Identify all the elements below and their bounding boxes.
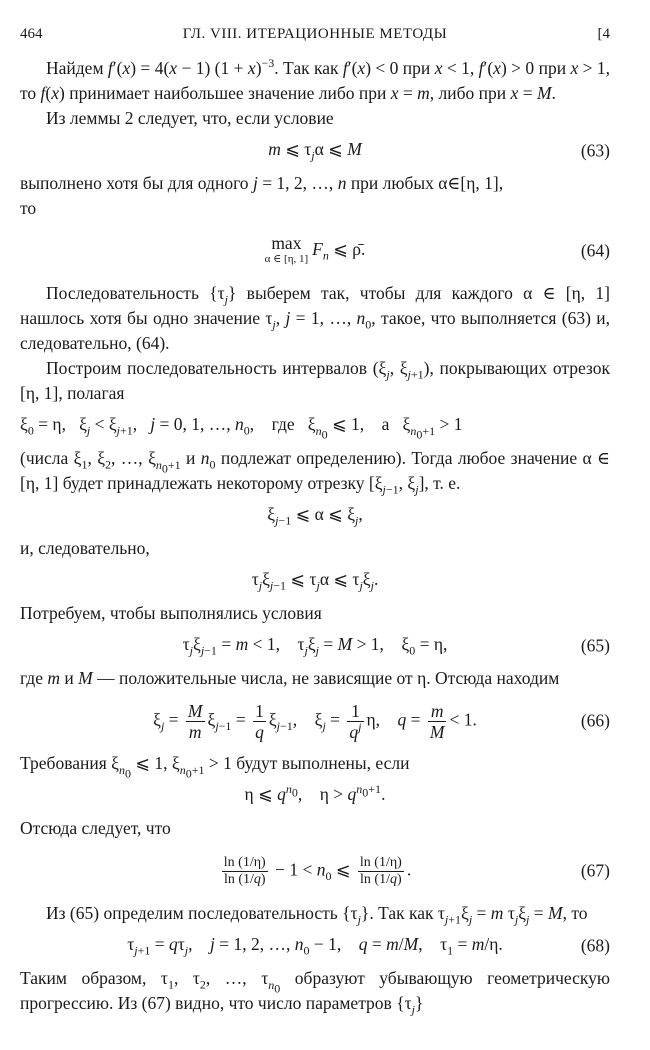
equation-63: m ⩽ $\tau_j\alpha$ ⩽ M (63) (268, 139, 610, 163)
equation-number: (64) (580, 240, 610, 261)
equation-alpha-interval: $\xi_{j-1}$ ⩽ α ⩽ $\xi_j$, (267, 504, 363, 528)
equation-number: (67) (580, 860, 610, 881)
paragraph-lemma: Из леммы 2 следует, что, если условие (46, 108, 334, 128)
paragraph-sequence-choice: Последовательность $\{\tau_j\}$ выберем так, чтобы для каждого α ∈ [η, 1] нашлось хотя бы одно значение $\tau_j$, j = 1, …, $n_0$, такое, что выполняется (63) и, следовательно, (64). (20, 283, 611, 353)
page-number: 464 (20, 26, 43, 42)
paragraph-consequently: и, следовательно, (20, 538, 150, 558)
equation-xi-definition: $\xi_0 = \eta$, $\xi_j < \xi_{j+1}$, j = 0, 1, …, $n_0$, где $\xi_{n_0}$ ⩽ 1, а $\xi_{n_0+1} > 1$ (20, 414, 463, 441)
paragraph-condition: выполнено хотя бы для одного j = 1, 2, …, n при любых α∈[η, 1], то (20, 173, 504, 218)
page (20, 22, 610, 1016)
equation-64: max α ∈ [η, 1] $F_n$ ⩽ ρ̄. (64) (264, 233, 610, 265)
equation-66: $\xi_j$ = $\frac{M}{m}$ $\xi_{j-1}$ = $\frac{1}{q}$ $\xi_{j-1}$, $\xi_j$ = $\frac{1}{q^j}$ η, q = $\frac{m}{M}$ < 1. (66) (153, 700, 610, 742)
section-mark: [4 (597, 26, 610, 42)
page-header (20, 22, 610, 48)
paragraph-numbers: (числа $\xi_1$, $\xi_2$, …, $\xi_{n_0+1}$ и $n_0$ подлежат определению). Тогда любое значение α ∈ [η, 1] будет принадлежать некоторому отрезку [$\xi_{j-1}$, $\xi_j$], т. е. (20, 448, 610, 497)
equation-number: (63) (580, 140, 610, 161)
chapter-title: ГЛ. VIII. ИТЕРАЦИОННЫЕ МЕТОДЫ (182, 26, 448, 42)
paragraph-positive-numbers: где m и M — положительные числа, не зависящие от η. Отсюда находим (20, 668, 560, 688)
equation-65: $\tau_j\xi_{j-1} = m < 1$, $\tau_j\xi_j = M > 1$, $\xi_0 = \eta$, (65) (182, 634, 610, 658)
equation-eta-bounds: η ⩽ $q^{n_0}$, $\eta > q^{n_0+1}$. (244, 782, 386, 804)
paragraph-require: Потребуем, чтобы выполнялись условия (20, 603, 322, 623)
paragraph-conclusion: Таким образом, $\tau_1$, $\tau_2$, …, $\tau_{n_0}$ образуют убывающую геометрическую прогрессию. Из (67) видно, что число параметров $\{\tau_j\}$ (20, 968, 610, 1017)
equation-number: (65) (580, 635, 610, 656)
equation-67: $\frac{\ln (1/\eta)}{\ln (1/q)}$ − $1 < n_0$ ⩽ $\frac{\ln (1/\eta)}{\ln (1/q)}$ . (67) (223, 854, 610, 887)
paragraph-derivative: Найдем f′(x) = 4(x − 1) $(1 + x)^{-3}$. Так как f′(x) < 0 при x < 1, f′(x) > 0 при x > 1, то f(x) принимает наибольшее значение либо при x = m, либо при x = M. (20, 56, 611, 103)
paragraph-intervals: Построим последовательность интервалов ($\xi_j$, $\xi_{j+1}$), покрывающих отрезок [η, 1], полагая (20, 358, 610, 403)
paragraph-define-sequence: Из (65) определим последовательность $\{\tau_j\}$. Так как $\tau_{j+1}\xi_j = m$ $\tau_j\xi_j = M$, то (46, 903, 588, 927)
paragraph-requirements: Требования $\xi_{n_0}$ ⩽ 1, $\xi_{n_0+1} > 1$ будут выполнены, если (20, 753, 410, 780)
equation-68: $\tau_{j+1} = q\tau_j$, j = 1, 2, …, $n_0 - 1$, q = m/M, $\tau_1 = m/\eta$. (68) (127, 934, 610, 958)
equation-number: (68) (580, 935, 610, 956)
equation-tau-interval: $\tau_j\xi_{j-1}$ ⩽ $\tau_j\alpha$ ⩽ $\tau_j\xi_j$. (251, 569, 379, 593)
paragraph-hence: Отсюда следует, что (20, 818, 171, 838)
equation-number: (66) (580, 710, 610, 731)
